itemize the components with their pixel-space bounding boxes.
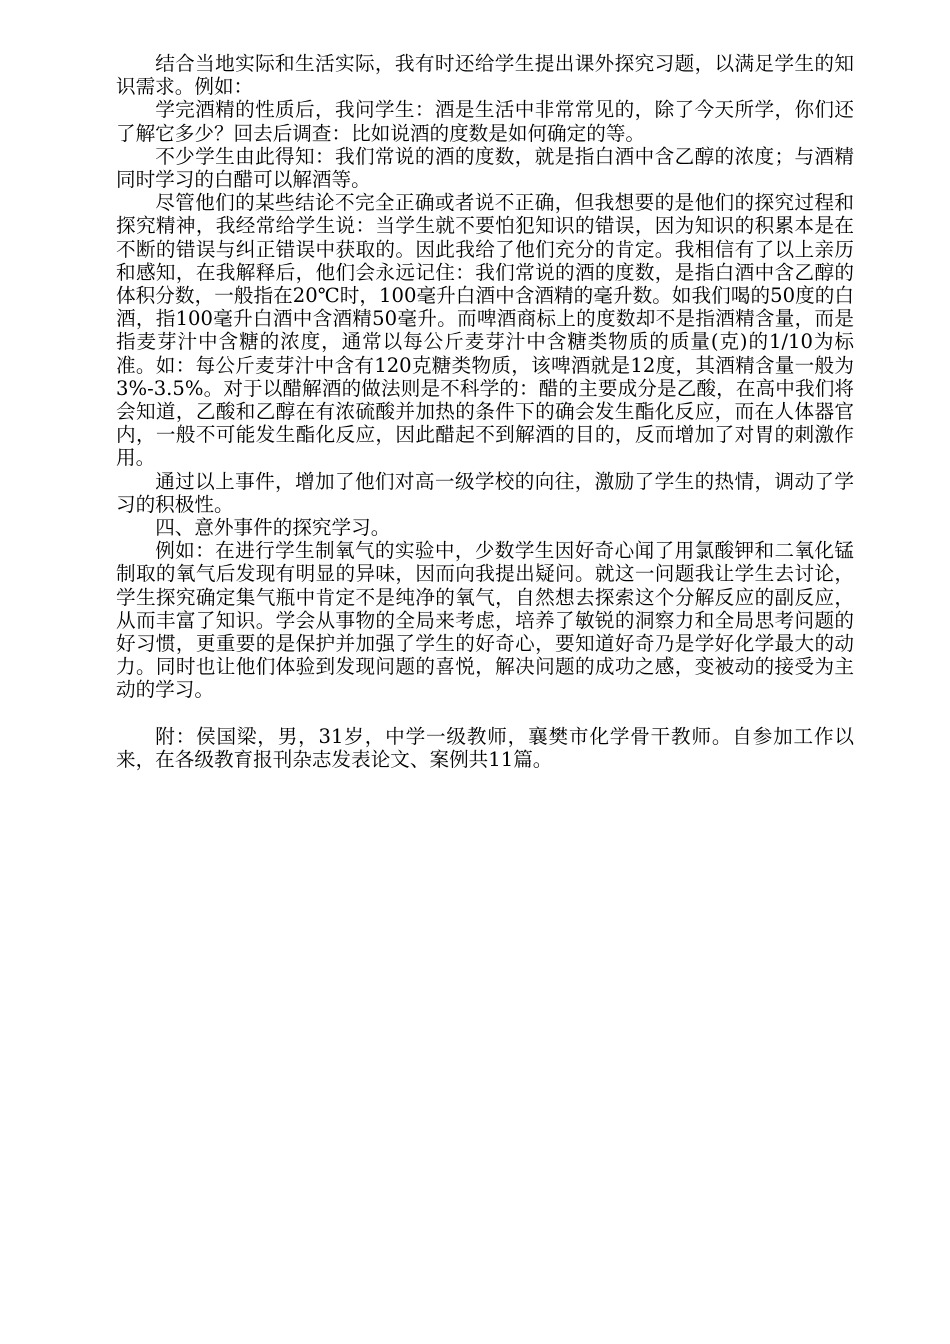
paragraph-outcome: 通过以上事件，增加了他们对高一级学校的向往，激励了学生的热情，调动了学习的积极性。: [116, 469, 854, 516]
paragraph-intro: 结合当地实际和生活实际，我有时还给学生提出课外探究习题，以满足学生的知识需求。例如：: [116, 52, 854, 99]
section-heading: 四、意外事件的探究学习。: [155, 516, 391, 540]
author-note: 附：侯国梁，男，31岁，中学一级教师，襄樊市化学骨干教师。自参加工作以来，在各级教育报刊杂志发表论文、案例共11篇。: [116, 724, 854, 772]
paragraph-example: 例如：在进行学生制氧气的实验中，少数学生因好奇心闻了用氯酸钾和二氧化锰制取的氧气后发现有明显的异味，因而向我提出疑问。就这一问题我让学生去讨论，学生探究确定集气瓶中肯定不是纯净的氧气，自然想去探索这个分解反应的副反应，从而丰富了知识。学会从事物的全局来考虑，培养了敏锐的洞察力和全局思考问题的好习惯，更重要的是保护并加强了学生的好奇心，要知道好奇乃是学好化学最大的动力。同时也让他们体验到发现问题的喜悦，解决问题的成功之感，变被动的接受为主动的学习。: [116, 539, 854, 702]
paragraph-question: 学完酒精的性质后，我问学生：酒是生活中非常常见的，除了今天所学，你们还了解它多少？回去后调查：比如说酒的度数是如何确定的等。: [116, 98, 854, 145]
document-body: [116, 52, 854, 771]
paragraph-findings: 不少学生由此得知：我们常说的酒的度数，就是指白酒中含乙醇的浓度；与酒精同时学习的白醋可以解酒等。: [116, 144, 854, 192]
paragraph-explanation: 尽管他们的某些结论不完全正确或者说不正确，但我想要的是他们的探究过程和探究精神，我经常给学生说：当学生就不要怕犯知识的错误，因为知识的积累本是在不断的错误与纠正错误中获取的。因此我给了他们充分的肯定。我相信有了以上亲历和感知，在我解释后，他们会永远记住：我们常说的酒的度数，是指白酒中含乙醇的体积分数，一般指在20℃时，100毫升白酒中含酒精的毫升数。如我们喝的50度的白酒，指100毫升白酒中含酒精50毫升。而啤酒商标上的度数却不是指酒精含量，而是指麦芽汁中含糖的浓度，通常以每公斤麦芽汁中含糖类物质的质量(克)的1/10为标准。如：每公斤麦芽汁中含有120克糖类物质，该啤酒就是12度，其酒精含量一般为3%-3.5%。对于以醋解酒的做法则是不科学的：醋的主要成分是乙酸，在高中我们将会知道，乙酸和乙醇在有浓硫酸并加热的条件下的确会发生酯化反应，而在人体器官内，一般不可能发生酯化反应，因此醋起不到解酒的目的，反而增加了对胃的刺激作用。: [116, 191, 854, 470]
paragraph-gap: [116, 702, 854, 725]
